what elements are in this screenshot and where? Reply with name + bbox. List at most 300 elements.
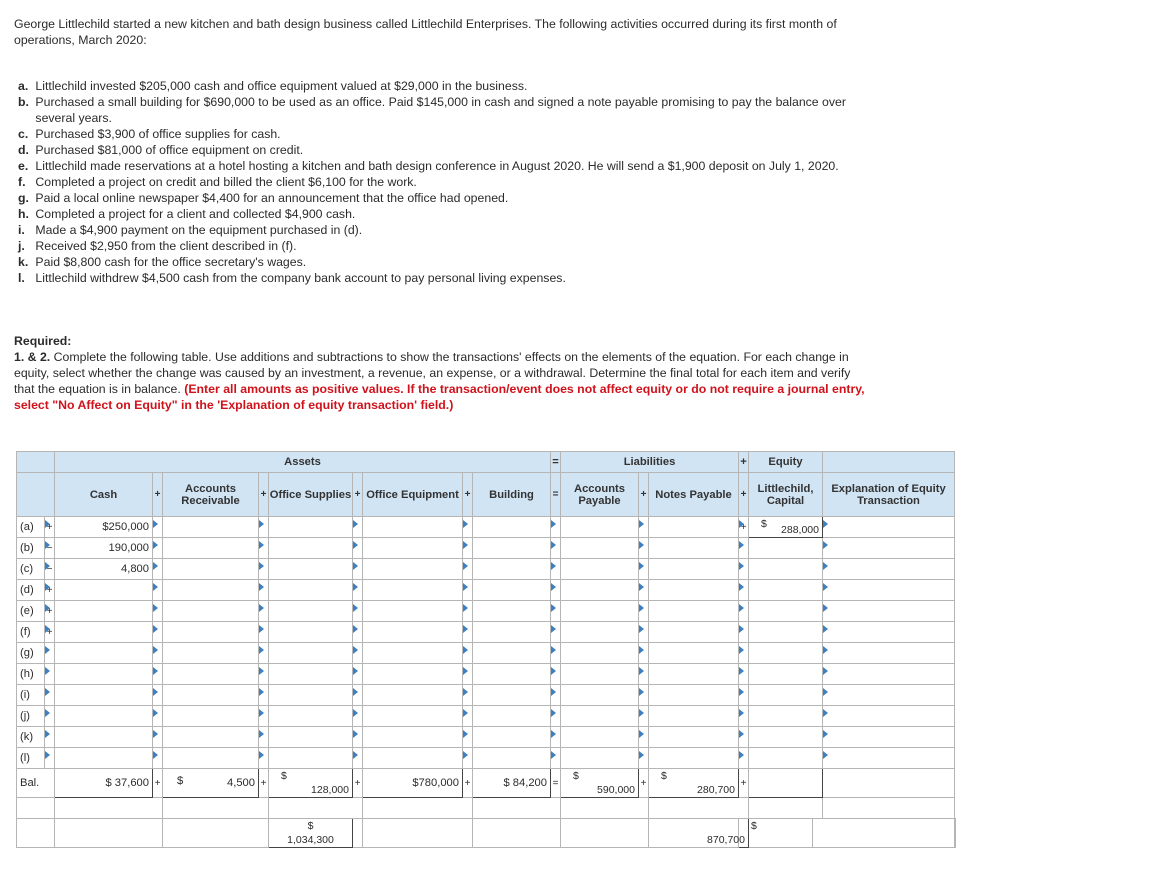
activity-letter: f.: [18, 175, 26, 189]
ap-input[interactable]: [561, 622, 639, 643]
ap-input[interactable]: [561, 664, 639, 685]
equipment-sign-select[interactable]: [463, 643, 473, 664]
col-explanation: Explanation of Equity Transaction: [823, 473, 955, 517]
total-liabilities-equity[interactable]: [707, 819, 757, 848]
col-office-equipment: Office Equipment: [363, 473, 463, 517]
supplies-input[interactable]: [269, 559, 353, 580]
balance-supplies[interactable]: [269, 769, 353, 798]
activity-letter: h.: [18, 207, 29, 221]
supplies-input[interactable]: [269, 685, 353, 706]
activity-letter: g.: [18, 191, 29, 205]
balance-op-plus: +: [639, 769, 649, 798]
supplies-sign-select[interactable]: [353, 517, 363, 538]
building-sign-select[interactable]: [551, 727, 561, 748]
supplies-input[interactable]: [269, 601, 353, 622]
supplies-sign-select[interactable]: [353, 580, 363, 601]
equipment-input[interactable]: [363, 622, 463, 643]
required-part-label: 1. & 2.: [14, 350, 51, 364]
required-instructions: [14, 349, 874, 413]
balance-supplies-value: 128,000: [311, 784, 349, 796]
ap-input[interactable]: [561, 706, 639, 727]
cash-sign-select[interactable]: [153, 748, 163, 769]
cash-sign-select[interactable]: [153, 517, 163, 538]
supplies-sign-select[interactable]: [353, 727, 363, 748]
total-le-dollar: $: [751, 820, 757, 832]
np-sign-select[interactable]: [739, 601, 749, 622]
ar-sign-select[interactable]: [259, 580, 269, 601]
building-input[interactable]: [473, 538, 551, 559]
supplies-sign-select[interactable]: [353, 706, 363, 727]
activity-text: Purchased a small building for $690,000 to be used as an office. Paid $145,000 in cash and signed a note payable promising to pay the balance over several years.: [35, 95, 846, 125]
building-input[interactable]: [473, 748, 551, 769]
building-input[interactable]: [473, 664, 551, 685]
explanation-select[interactable]: [823, 727, 955, 748]
transaction-row: [17, 748, 956, 769]
ap-input[interactable]: [561, 748, 639, 769]
col-notes-payable: Notes Payable: [649, 473, 739, 517]
balance-op-plus: +: [739, 769, 749, 798]
equipment-input[interactable]: [363, 706, 463, 727]
cash-input[interactable]: [55, 706, 153, 727]
supplies-sign-select[interactable]: [353, 559, 363, 580]
equipment-input[interactable]: [363, 517, 463, 538]
row-sign-select[interactable]: [45, 643, 55, 664]
transaction-row: [17, 706, 956, 727]
np-input[interactable]: [649, 727, 739, 748]
equipment-sign-select[interactable]: [463, 748, 473, 769]
equipment-input[interactable]: [363, 664, 463, 685]
building-input[interactable]: [473, 580, 551, 601]
row-sign-select[interactable]: −: [45, 559, 55, 580]
building-sign-select[interactable]: [551, 685, 561, 706]
plus-header: +: [739, 452, 749, 473]
ap-sign-select[interactable]: [639, 559, 649, 580]
equipment-sign-select[interactable]: [463, 538, 473, 559]
np-sign-select[interactable]: [739, 748, 749, 769]
np-input[interactable]: [649, 664, 739, 685]
building-input[interactable]: [473, 559, 551, 580]
ar-sign-select[interactable]: [259, 643, 269, 664]
np-input[interactable]: [649, 685, 739, 706]
row-label: (b): [17, 538, 45, 559]
ar-input[interactable]: [163, 727, 259, 748]
explanation-select[interactable]: [823, 685, 955, 706]
equipment-input[interactable]: [363, 580, 463, 601]
totals-blank: [353, 819, 363, 848]
ar-sign-select[interactable]: [259, 664, 269, 685]
np-sign-select[interactable]: [739, 622, 749, 643]
activity-item: [18, 78, 878, 94]
ap-sign-select[interactable]: [639, 643, 649, 664]
cash-input[interactable]: [55, 685, 153, 706]
cash-sign-select[interactable]: [153, 559, 163, 580]
explanation-select[interactable]: [823, 580, 955, 601]
activity-text: Completed a project for a client and collected $4,900 cash.: [35, 207, 356, 221]
spacer-cell: [649, 798, 749, 819]
balance-ar-dollar: $: [177, 775, 184, 787]
cash-input[interactable]: [55, 748, 153, 769]
ar-sign-select[interactable]: [259, 748, 269, 769]
explanation-select[interactable]: [823, 517, 955, 538]
activity-text: Littlechild invested $205,000 cash and office equipment valued at $29,000 in the business.: [35, 79, 528, 93]
cash-input[interactable]: [55, 601, 153, 622]
spacer-cell: [363, 798, 473, 819]
ap-sign-select[interactable]: [639, 727, 649, 748]
ap-sign-select[interactable]: [639, 685, 649, 706]
building-sign-select[interactable]: [551, 643, 561, 664]
cash-sign-select[interactable]: [153, 706, 163, 727]
spacer-cell: [17, 798, 55, 819]
col-building: Building: [473, 473, 551, 517]
supplies-sign-select[interactable]: [353, 685, 363, 706]
capital-input[interactable]: [749, 580, 823, 601]
activity-item: [18, 190, 878, 206]
transaction-row: [17, 664, 956, 685]
ar-input[interactable]: [163, 559, 259, 580]
ar-input[interactable]: [163, 538, 259, 559]
np-sign-select[interactable]: [739, 664, 749, 685]
ar-input[interactable]: [163, 706, 259, 727]
capital-input[interactable]: [749, 643, 823, 664]
activity-item: [18, 126, 878, 142]
cash-sign-select[interactable]: [153, 685, 163, 706]
spacer-cell: [163, 798, 269, 819]
explanation-select[interactable]: [823, 706, 955, 727]
equipment-sign-select[interactable]: [463, 601, 473, 622]
ap-input[interactable]: [561, 580, 639, 601]
ar-sign-select[interactable]: [259, 559, 269, 580]
ar-sign-select[interactable]: [259, 706, 269, 727]
ap-sign-select[interactable]: [639, 622, 649, 643]
activity-letter: i.: [18, 223, 25, 237]
ar-sign-select[interactable]: [259, 622, 269, 643]
capital-input[interactable]: [749, 538, 823, 559]
row-label: (c): [17, 559, 45, 580]
totals-blank: [561, 819, 649, 848]
explanation-select[interactable]: [823, 538, 955, 559]
supplies-sign-select[interactable]: [353, 643, 363, 664]
ar-sign-select[interactable]: [259, 685, 269, 706]
ar-input[interactable]: [163, 748, 259, 769]
np-input[interactable]: [649, 601, 739, 622]
spacer-row: [17, 798, 956, 819]
equipment-input[interactable]: [363, 538, 463, 559]
equipment-sign-select[interactable]: [463, 559, 473, 580]
row-sign-select[interactable]: +: [45, 601, 55, 622]
total-assets-value: 1,034,300: [287, 834, 334, 846]
row-sign-select[interactable]: [45, 727, 55, 748]
building-sign-select[interactable]: [551, 538, 561, 559]
ar-input[interactable]: [163, 601, 259, 622]
supplies-sign-select[interactable]: [353, 622, 363, 643]
row-sign-select[interactable]: [45, 664, 55, 685]
supplies-sign-select[interactable]: [353, 748, 363, 769]
equipment-sign-select[interactable]: [463, 622, 473, 643]
corner-cell-2: [17, 473, 55, 517]
building-input[interactable]: [473, 622, 551, 643]
balance-ap[interactable]: [561, 769, 639, 798]
activity-text: Received $2,950 from the client described in (f).: [35, 239, 297, 253]
transaction-row: [17, 559, 956, 580]
row-sign-select[interactable]: [45, 685, 55, 706]
np-sign-select[interactable]: [739, 538, 749, 559]
activity-letter: l.: [18, 271, 25, 285]
np-sign-select[interactable]: [739, 643, 749, 664]
row-label: (l): [17, 748, 45, 769]
op-plus: +: [259, 473, 269, 517]
supplies-input[interactable]: [269, 517, 353, 538]
np-sign-select[interactable]: [739, 559, 749, 580]
np-input[interactable]: [649, 559, 739, 580]
building-input[interactable]: [473, 706, 551, 727]
balance-cash[interactable]: $ 37,600: [55, 769, 153, 798]
cash-sign-select[interactable]: [153, 643, 163, 664]
building-sign-select[interactable]: [551, 601, 561, 622]
ap-sign-select[interactable]: [639, 601, 649, 622]
transaction-row: [17, 538, 956, 559]
totals-label: [17, 819, 55, 848]
balance-capital[interactable]: [749, 769, 823, 798]
np-input[interactable]: [649, 643, 739, 664]
capital-input[interactable]: [749, 622, 823, 643]
ap-input[interactable]: [561, 643, 639, 664]
building-sign-select[interactable]: [551, 580, 561, 601]
balance-label: Bal.: [17, 769, 55, 798]
equity-header: Equity: [749, 452, 823, 473]
capital-input[interactable]: [749, 601, 823, 622]
activities-list: [18, 78, 878, 286]
np-input[interactable]: [649, 748, 739, 769]
row-sign-select[interactable]: −: [45, 538, 55, 559]
activity-text: Purchased $3,900 of office supplies for cash.: [35, 127, 281, 141]
activity-letter: k.: [18, 255, 29, 269]
building-input[interactable]: [473, 517, 551, 538]
supplies-input[interactable]: [269, 706, 353, 727]
np-input[interactable]: [649, 580, 739, 601]
ar-sign-select[interactable]: [259, 538, 269, 559]
building-input[interactable]: [473, 601, 551, 622]
activity-letter: b.: [18, 95, 29, 109]
supplies-input[interactable]: [269, 727, 353, 748]
ap-input[interactable]: [561, 601, 639, 622]
building-sign-select[interactable]: [551, 517, 561, 538]
ap-input[interactable]: [561, 727, 639, 748]
np-input[interactable]: [649, 706, 739, 727]
row-label: (a): [17, 517, 45, 538]
total-le-value: 870,700: [707, 834, 745, 846]
ap-input[interactable]: [561, 517, 639, 538]
cash-input[interactable]: 4,800: [55, 559, 153, 580]
supplies-input[interactable]: [269, 664, 353, 685]
balance-row: [17, 769, 956, 798]
building-input[interactable]: [473, 685, 551, 706]
cash-input[interactable]: [55, 664, 153, 685]
balance-building[interactable]: $ 84,200: [473, 769, 551, 798]
explanation-select[interactable]: [823, 643, 955, 664]
capital-input[interactable]: [749, 559, 823, 580]
building-sign-select[interactable]: [551, 748, 561, 769]
ap-input[interactable]: [561, 685, 639, 706]
building-sign-select[interactable]: [551, 559, 561, 580]
activity-item: [18, 238, 878, 254]
ap-input[interactable]: [561, 559, 639, 580]
cash-sign-select[interactable]: [153, 664, 163, 685]
ap-input[interactable]: [561, 538, 639, 559]
np-sign-select[interactable]: [739, 727, 749, 748]
ar-input[interactable]: [163, 685, 259, 706]
equipment-sign-select[interactable]: [463, 517, 473, 538]
np-sign-select[interactable]: [739, 685, 749, 706]
supplies-input[interactable]: [269, 748, 353, 769]
supplies-sign-select[interactable]: [353, 601, 363, 622]
ar-sign-select[interactable]: [259, 601, 269, 622]
supplies-sign-select[interactable]: [353, 664, 363, 685]
activity-text: Completed a project on credit and billed the client $6,100 for the work.: [35, 175, 417, 189]
transaction-row: [17, 727, 956, 748]
cash-input[interactable]: $250,000: [55, 517, 153, 538]
equipment-input[interactable]: [363, 685, 463, 706]
ap-sign-select[interactable]: [639, 664, 649, 685]
cash-sign-select[interactable]: [153, 727, 163, 748]
col-accounts-receivable: Accounts Receivable: [163, 473, 259, 517]
capital-input[interactable]: [749, 517, 823, 538]
transaction-row: [17, 601, 956, 622]
op-plus: +: [153, 473, 163, 517]
row-sign-select[interactable]: [45, 748, 55, 769]
building-sign-select[interactable]: [551, 664, 561, 685]
op-plus: +: [639, 473, 649, 517]
balance-op-plus: +: [463, 769, 473, 798]
row-sign-select[interactable]: +: [45, 517, 55, 538]
np-input[interactable]: [649, 517, 739, 538]
building-input[interactable]: [473, 643, 551, 664]
totals-blank: [55, 819, 163, 848]
activity-letter: e.: [18, 159, 29, 173]
col-office-supplies: Office Supplies: [269, 473, 353, 517]
supplies-input[interactable]: [269, 538, 353, 559]
explanation-select[interactable]: [823, 664, 955, 685]
ap-sign-select[interactable]: [639, 538, 649, 559]
capital-input[interactable]: [749, 685, 823, 706]
total-assets[interactable]: [269, 819, 353, 848]
balance-np[interactable]: [649, 769, 739, 798]
activity-text: Purchased $81,000 of office equipment on credit.: [35, 143, 304, 157]
supplies-sign-select[interactable]: [353, 538, 363, 559]
col-capital: Littlechild, Capital: [749, 473, 823, 517]
explanation-select[interactable]: [823, 601, 955, 622]
equipment-sign-select[interactable]: [463, 727, 473, 748]
equals-header: =: [551, 452, 561, 473]
row-sign-select[interactable]: +: [45, 580, 55, 601]
activity-text: Littlechild made reservations at a hotel hosting a kitchen and bath design conference in August 2020. He will send a $1,900 deposit on July 1, 2020.: [35, 159, 839, 173]
equipment-input[interactable]: [363, 727, 463, 748]
activity-letter: c.: [18, 127, 29, 141]
building-input[interactable]: [473, 727, 551, 748]
ap-sign-select[interactable]: [639, 748, 649, 769]
explanation-select[interactable]: [823, 748, 955, 769]
capital-input[interactable]: [749, 706, 823, 727]
ar-sign-select[interactable]: [259, 517, 269, 538]
building-sign-select[interactable]: [551, 622, 561, 643]
np-sign-select[interactable]: [739, 580, 749, 601]
row-sign-select[interactable]: +: [45, 622, 55, 643]
balance-ar[interactable]: [163, 769, 259, 798]
np-sign-select[interactable]: +: [739, 517, 749, 538]
cash-input[interactable]: [55, 643, 153, 664]
totals-row: [17, 819, 956, 848]
supplies-input[interactable]: [269, 580, 353, 601]
ar-sign-select[interactable]: [259, 727, 269, 748]
activity-item: [18, 270, 878, 286]
equipment-input[interactable]: [363, 643, 463, 664]
ap-sign-select[interactable]: [639, 517, 649, 538]
equipment-input[interactable]: [363, 748, 463, 769]
activity-item: [18, 142, 878, 158]
totals-blank: [163, 819, 269, 848]
cash-sign-select[interactable]: [153, 622, 163, 643]
capital-input[interactable]: [749, 748, 823, 769]
ap-sign-select[interactable]: [639, 706, 649, 727]
totals-blank: [955, 819, 956, 848]
ar-input[interactable]: [163, 664, 259, 685]
corner-cell: [17, 452, 55, 473]
capital-input[interactable]: [749, 664, 823, 685]
cash-input[interactable]: [55, 580, 153, 601]
cash-input[interactable]: 190,000: [55, 538, 153, 559]
explanation-select[interactable]: [823, 559, 955, 580]
capital-input[interactable]: [749, 727, 823, 748]
np-input[interactable]: [649, 622, 739, 643]
totals-blank: [749, 819, 813, 848]
transaction-row: [17, 622, 956, 643]
total-assets-dollar: $: [307, 820, 314, 832]
np-sign-select[interactable]: [739, 706, 749, 727]
equipment-input[interactable]: [363, 559, 463, 580]
row-sign-select[interactable]: [45, 706, 55, 727]
supplies-input[interactable]: [269, 622, 353, 643]
activity-item: [18, 94, 878, 126]
transaction-row: [17, 643, 956, 664]
equipment-sign-select[interactable]: [463, 685, 473, 706]
explanation-select[interactable]: [823, 622, 955, 643]
cash-sign-select[interactable]: [153, 538, 163, 559]
spacer-cell: [561, 798, 649, 819]
spacer-cell: [823, 798, 955, 819]
ar-input[interactable]: [163, 580, 259, 601]
op-plus: +: [353, 473, 363, 517]
cash-input[interactable]: [55, 622, 153, 643]
ar-input[interactable]: [163, 517, 259, 538]
np-input[interactable]: [649, 538, 739, 559]
equipment-sign-select[interactable]: [463, 580, 473, 601]
cash-sign-select[interactable]: [153, 580, 163, 601]
ap-sign-select[interactable]: [639, 580, 649, 601]
equipment-sign-select[interactable]: [463, 706, 473, 727]
balance-np-dollar: $: [661, 770, 667, 782]
cash-sign-select[interactable]: [153, 601, 163, 622]
op-equals: =: [551, 473, 561, 517]
col-accounts-payable: Accounts Payable: [561, 473, 639, 517]
cash-input[interactable]: [55, 727, 153, 748]
building-sign-select[interactable]: [551, 706, 561, 727]
ar-input[interactable]: [163, 622, 259, 643]
equipment-sign-select[interactable]: [463, 664, 473, 685]
ar-input[interactable]: [163, 643, 259, 664]
supplies-input[interactable]: [269, 643, 353, 664]
equipment-input[interactable]: [363, 601, 463, 622]
activity-item: [18, 254, 878, 270]
balance-equipment[interactable]: $780,000: [363, 769, 463, 798]
